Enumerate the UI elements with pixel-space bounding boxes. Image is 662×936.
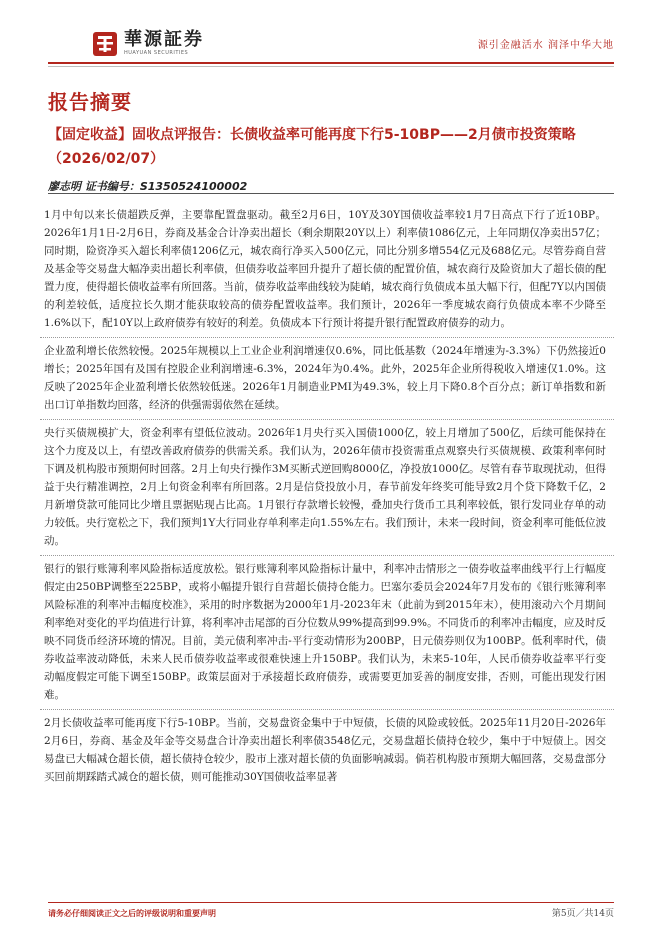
header-divider-gray <box>48 66 614 67</box>
section-title: 报告摘要 <box>48 90 132 114</box>
brand-name-cn: 華源証券 <box>124 29 204 50</box>
page-number: 第5页／共14页 <box>551 909 614 919</box>
brand-logo <box>92 30 204 57</box>
page-header <box>0 0 662 70</box>
paragraph-interest-risk: 银行的银行账簿利率风险指标适度放松。银行账簿利率风险指标计量中，利率冲击情形之一债券收益率曲线平行上行幅度假定由250BP调整至225BP，或将小幅提升银行自营超长债持仓能力。巴塞尔委员会2024年7月发布的《银行账簿利率风险标准的利率冲击幅度校准》，采用的时序数据为2000年1月-2023年末（此前为到2015年末），使用滚动六个月期间利率绝对变化的平均值进行计算，将利率冲击尾部的百分位数从99%提高到99.9%。不同货币的利率冲击幅度，应及时反映不同货币经济环境的情况。目前，美元债利率冲击-平行变动情形为200BP，日元债券则仅为100BP。低利率时代，债券收益率波动降低，未来人民币债券收益率或很难快速上升150BP。我们认为，未来5-10年，人民币债券收益率平行变动幅度假定可能下调至150BP。政策层面对于承接超长政府债券，或需要更加妥善的制度安排，否则，可能出现发行困难。 <box>40 556 614 710</box>
header-divider-red <box>48 62 614 64</box>
paragraph-outlook: 2月长债收益率可能再度下行5-10BP。当前，交易盘资金集中于中短债，长债的风险或较低。2025年11月20日-2026年2月6日，券商、基金及年金等交易盘合计净卖出超长利率债3548亿元，交易盘超长债持仓较少，集中于中短债上。因交易盘已大幅减仓超长债，超长债持仓较少，股市上涨对超长债的负面影响减弱。倘若机构股市预期大幅回落，交易盘部分买回前期踩踏式减仓的超长债，则可能推动30Y国债收益率显著 <box>44 717 606 783</box>
author-divider <box>48 193 614 194</box>
paragraph-central-bank: 央行买债规模扩大，资金利率有望低位波动。2026年1月央行买入国债1000亿，较上月增加了500亿，后续可能保持在这个力度及以上，有望改善政府债券的供需关系。我们认为，2026年债市投资需重点观察央行买债规模、政策利率何时下调及机构股市预期何时回落。2月上旬央行操作3M买断式逆回购8000亿，净投放1000亿。尽管有春节取现扰动，但得益于央行精准调控，2月上旬资金利率有所回落。2月是信贷投放小月，春节前发年终奖可能导致2月个贷下降数千亿，2月新增贷款可能同比少增且票据贴现占比高。1月银行存款增长较慢，叠加央行货币工具利率较低，银行发同业存单的动力较低。央行宽松之下，我们预判1Y大行同业存单利率走向1.55%左右。我们预计，未来一段时间，资金利率可能低位波动。 <box>40 420 614 556</box>
brand-logo-icon <box>92 31 118 57</box>
header-slogan: 源引金融活水 润泽中华大地 <box>477 40 614 51</box>
footer-divider <box>48 902 614 903</box>
brand-name-en: HUAYUAN SECURITIES <box>124 50 189 56</box>
summary-body <box>40 202 614 791</box>
footer-disclaimer: 请务必仔细阅读正文之后的评级说明和重要声明 <box>48 909 216 918</box>
paragraph-corporate-profit: 企业盈利增长依然较慢。2025年规模以上工业企业利润增速仅0.6%，同比低基数（2024年增速为-3.3%）下仍然接近0增长；2025年国有及国有控股企业利润增速-6.3%，2024年为0.4%。此外，2025年企业所得税收入增速仅1.0%。这反映了2025年企业盈利增长依然较低迷。2026年1月制造业PMI为49.3%，较上月下降0.8个百分点；新订单指数和新出口订单指数均回落，经济的供强需弱依然在延续。 <box>40 338 614 420</box>
report-title: 【固定收益】固收点评报告：长债收益率可能再度下行5-10BP——2月债市投资策略（2026/02/07） <box>48 127 576 167</box>
paragraph-allocation: 1月中旬以来长债超跌反弹，主要靠配置盘驱动。截至2月6日，10Y及30Y国债收益率较1月7日高点下行了近10BP。2026年1月1日-2月6日，券商及基金合计净卖出超长（剩余期限20Y以上）利率债1086亿元，上年同期仅净卖出57亿；同时期，险资净买入超长利率债1206亿元，城农商行净买入500亿元，同比分别多增554亿元及688亿元。尽管券商自营及基金等交易盘大幅净卖出超长利率债，但债券收益率回升提升了超长债的配置价值，城农商行及险资加大了超长债的配置力度，使得超长债收益率有所回落。当前，债券收益率曲线较为陡峭，城农商行负债成本虽大幅下行，但配7Y以内国债的利差较低，适度拉长久期才能获取较高的债券配置收益率。我们预计，2026年一季度城农商行负债成本率不少降至1.6%以下，配10Y以上政府债券有较好的利差。负债成本下行预计将提升银行配置政府债券的动力。 <box>40 202 614 338</box>
author-line: 廖志明 证书编号：S1350524100002 <box>48 180 248 193</box>
